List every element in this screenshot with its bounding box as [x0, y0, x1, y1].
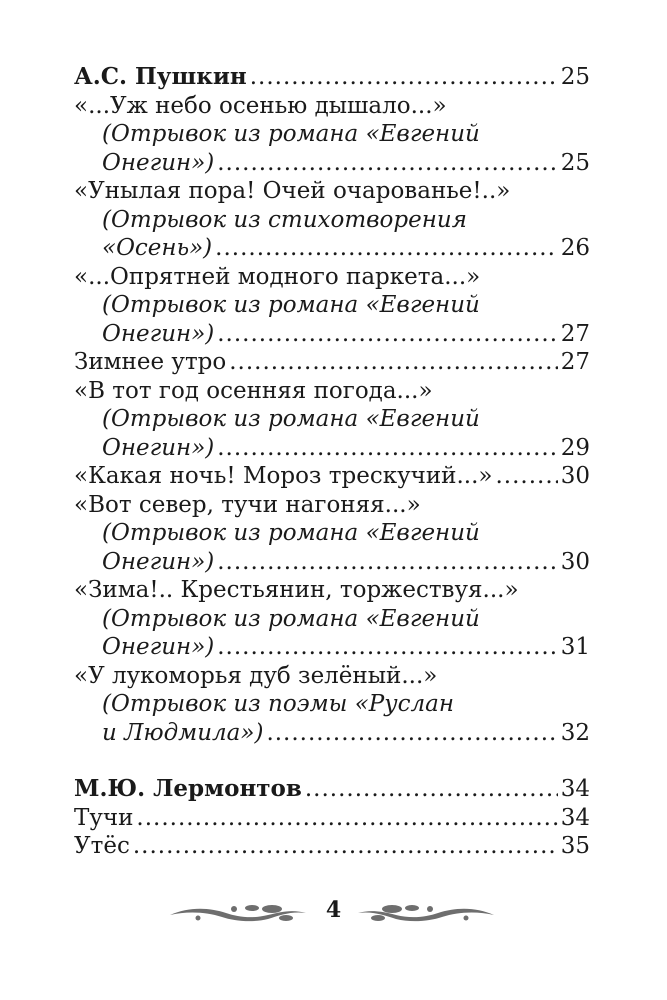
- toc-entry: [74, 149, 590, 178]
- page-ref: 34: [560, 804, 590, 831]
- dot-leader: [217, 149, 557, 178]
- toc-title: Онегин»): [102, 320, 215, 347]
- toc-title: Зимнее утро: [74, 349, 227, 375]
- dot-leader: [133, 832, 558, 861]
- flourish-ornament-icon: [356, 901, 496, 927]
- author-heading: М.Ю. Лермонтов: [74, 775, 302, 802]
- page-ref: 31: [560, 634, 590, 660]
- page-ref: 32: [560, 719, 590, 746]
- toc-entry: [74, 548, 590, 577]
- toc-title: Онегин»): [102, 149, 215, 176]
- section-gap: [74, 747, 590, 775]
- toc-title: и Людмила»): [102, 719, 264, 746]
- table-of-contents: [74, 63, 590, 861]
- toc-title: «Вот север, тучи нагоняя...»: [74, 491, 421, 518]
- dot-leader: [217, 548, 557, 577]
- toc-entry-line: [74, 263, 590, 292]
- toc-title: (Отрывок из романа «Евгений: [102, 520, 480, 546]
- toc-title: (Отрывок из романа «Евгений: [102, 605, 480, 632]
- dot-leader: [496, 462, 558, 491]
- toc-entry: [74, 320, 590, 349]
- toc-entry: [74, 348, 590, 377]
- page-ref: 29: [560, 434, 590, 461]
- dot-leader: [217, 434, 557, 463]
- toc-entry-line: [74, 605, 590, 634]
- toc-entry-line: [74, 92, 590, 121]
- toc-title: «Какая ночь! Мороз трескучий...»: [74, 463, 493, 489]
- toc-entry: [74, 462, 590, 491]
- toc-title: Онегин»): [102, 434, 215, 461]
- toc-entry: [74, 234, 590, 263]
- toc-entry-line: [74, 177, 590, 206]
- page-ref: 27: [560, 349, 590, 375]
- toc-title: «...Опрятней модного паркета...»: [74, 263, 481, 290]
- toc-entry: [74, 832, 590, 861]
- toc-title: Онегин»): [102, 548, 215, 575]
- dot-leader: [217, 633, 557, 662]
- dot-leader: [250, 63, 558, 92]
- toc-entry-line: [74, 576, 590, 605]
- toc-title: (Отрывок из поэмы «Руслан: [102, 691, 454, 717]
- toc-entry-line: [74, 206, 590, 235]
- page-ref: 25: [560, 149, 590, 176]
- dot-leader: [215, 234, 558, 263]
- toc-entry: [74, 63, 590, 92]
- toc-title: «В тот год осенняя погода...»: [74, 377, 433, 404]
- page-ref: 30: [560, 548, 590, 575]
- toc-title: (Отрывок из стихотворения: [102, 206, 467, 233]
- toc-title: «Зима!.. Крестьянин, торжествуя...»: [74, 577, 519, 603]
- toc-entry-line: [74, 291, 590, 320]
- toc-entry: [74, 633, 590, 662]
- page-number: 4: [325, 897, 342, 923]
- page-ref: 26: [560, 235, 590, 261]
- toc-title: (Отрывок из романа «Евгений: [102, 406, 480, 432]
- toc-entry: [74, 719, 590, 748]
- toc-entry-line: [74, 519, 590, 548]
- dot-leader: [229, 348, 557, 377]
- toc-entry-line: [74, 662, 590, 691]
- toc-entry-line: [74, 405, 590, 434]
- toc-title: «...Уж небо осенью дышало...»: [74, 92, 447, 119]
- page-ref: 27: [560, 320, 590, 347]
- author-heading: А.С. Пушкин: [74, 63, 247, 90]
- toc-title: «Осень»): [102, 235, 213, 261]
- page-ref: 35: [560, 833, 590, 859]
- toc-entry-line: [74, 690, 590, 719]
- dot-leader: [136, 804, 557, 833]
- toc-entry-line: [74, 377, 590, 406]
- toc-entry-line: [74, 120, 590, 149]
- toc-title: (Отрывок из романа «Евгений: [102, 121, 480, 147]
- dot-leader: [217, 320, 557, 349]
- dot-leader: [266, 719, 557, 748]
- dot-leader: [305, 775, 558, 804]
- toc-entry: [74, 775, 590, 804]
- toc-title: Утёс: [74, 833, 130, 859]
- toc-title: Онегин»): [102, 634, 215, 660]
- toc-title: (Отрывок из романа «Евгений: [102, 292, 480, 318]
- page-footer: [0, 893, 667, 933]
- toc-title: «У лукоморья дуб зелёный...»: [74, 662, 438, 689]
- toc-title: Тучи: [74, 804, 134, 831]
- page-ref: 34: [560, 776, 590, 802]
- toc-entry: [74, 434, 590, 463]
- toc-title: «Унылая пора! Очей очарованье!..»: [74, 178, 511, 204]
- page-ref: 30: [560, 463, 590, 489]
- page-ref: 25: [560, 64, 590, 90]
- toc-entry: [74, 804, 590, 833]
- toc-entry-line: [74, 491, 590, 520]
